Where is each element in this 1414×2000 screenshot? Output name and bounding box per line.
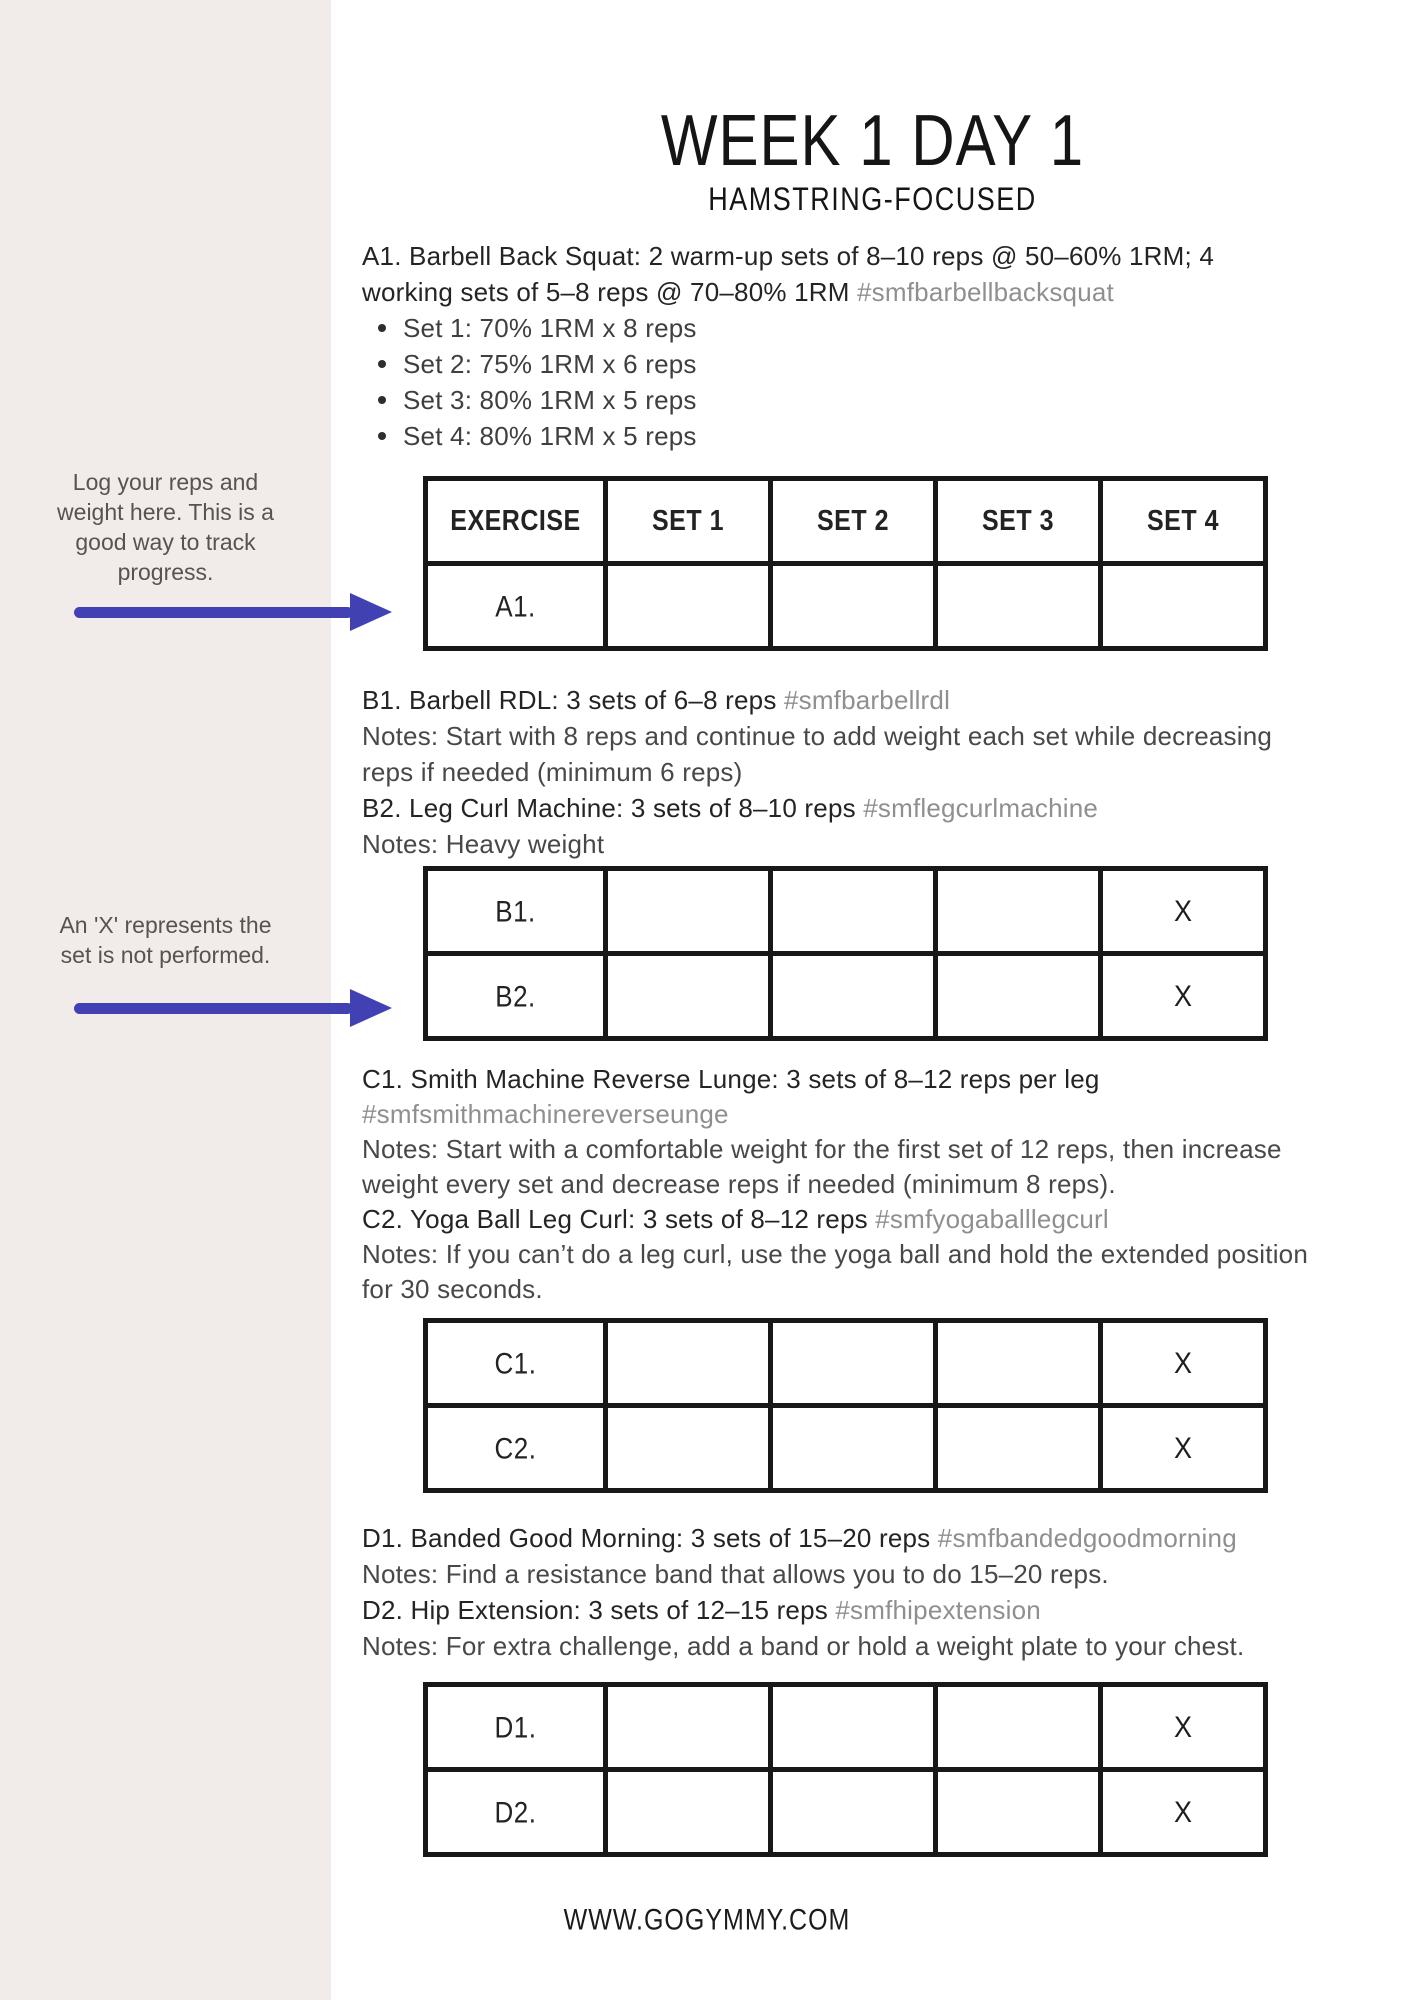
arrow-shaft — [74, 1003, 353, 1014]
sidebar — [0, 0, 331, 2000]
log-cell — [936, 1321, 1101, 1406]
log-cell — [606, 1321, 771, 1406]
row-label — [426, 1406, 606, 1491]
hashtag-b1: #smfbarbellrdl — [783, 685, 951, 715]
bullet-dot-icon — [378, 396, 386, 404]
exercise-a1-line2-text: working sets of 5–8 reps @ 70–80% 1RM — [362, 277, 858, 307]
bullet-text: Set 2: 75% 1RM x 6 reps — [403, 349, 697, 379]
x-mark: X — [1173, 1709, 1192, 1743]
hashtag-b2: #smflegcurlmachine — [863, 793, 1099, 823]
table-row-d2 — [426, 1770, 1266, 1855]
log-cell — [606, 1770, 771, 1855]
section-a-description — [362, 238, 1407, 454]
table-row-b1 — [426, 869, 1266, 954]
exercise-c1-note-line2: weight every set and decrease reps if needed (minimum 8 reps). — [362, 1169, 1116, 1199]
log-cell-x — [1101, 1406, 1266, 1491]
header-set2: SET 2 — [817, 504, 889, 537]
hashtag-a1: #smfbarbellbacksquat — [857, 277, 1114, 307]
sidebar-note-line: set is not performed. — [60, 942, 271, 968]
section-c-description — [362, 1062, 1407, 1307]
exercise-d1-line — [362, 1520, 1407, 1556]
log-cell — [606, 869, 771, 954]
section-d-description — [362, 1520, 1407, 1664]
header-exercise: EXERCISE — [450, 504, 581, 537]
log-cell — [936, 564, 1101, 649]
log-cell — [771, 1770, 936, 1855]
sidebar-note-line: weight here. This is a — [57, 499, 274, 525]
table-row-d1 — [426, 1685, 1266, 1770]
bullet-text: Set 3: 80% 1RM x 5 reps — [403, 385, 697, 415]
page-subtitle-text: HAMSTRING-FOCUSED — [708, 181, 1037, 217]
table-row-c1 — [426, 1321, 1266, 1406]
exercise-b1-text: B1. Barbell RDL: 3 sets of 6–8 reps — [362, 685, 784, 715]
bullet-text: Set 4: 80% 1RM x 5 reps — [403, 421, 697, 451]
log-cell — [771, 869, 936, 954]
log-cell-x — [1101, 869, 1266, 954]
sidebar-note-line: progress. — [117, 559, 214, 585]
log-table-d — [423, 1682, 1268, 1857]
log-cell — [936, 1770, 1101, 1855]
exercise-c2-text: C2. Yoga Ball Leg Curl: 3 sets of 8–12 reps — [362, 1204, 876, 1234]
exercise-d2-text: D2. Hip Extension: 3 sets of 12–15 reps — [362, 1595, 836, 1625]
exercise-c2-line — [362, 1202, 1407, 1237]
log-table-b — [423, 866, 1268, 1041]
row-label — [426, 564, 606, 649]
x-mark: X — [1173, 1345, 1192, 1379]
exercise-d1-text: D1. Banded Good Morning: 3 sets of 15–20 reps — [362, 1523, 938, 1553]
x-mark: X — [1173, 978, 1192, 1012]
log-cell — [771, 1685, 936, 1770]
exercise-d1-note-line: Notes: Find a resistance band that allows you to do 15–20 reps. — [362, 1559, 1109, 1589]
sidebar-note-line: Log your reps and — [72, 469, 259, 495]
table-header-cell — [936, 479, 1101, 564]
arrow-right-icon — [350, 989, 392, 1027]
page-title — [331, 100, 1414, 181]
log-cell — [771, 1321, 936, 1406]
x-mark: X — [1173, 893, 1192, 927]
hashtag-c2: #smfyogaballlegcurl — [875, 1204, 1109, 1234]
exercise-c2-note-line1: Notes: If you can’t do a leg curl, use the yoga ball and hold the extended position — [362, 1239, 1308, 1269]
log-cell — [606, 954, 771, 1039]
bullet-item — [362, 346, 1407, 382]
footer-url: WWW.GOGYMMY.COM — [563, 1903, 851, 1937]
row-label — [426, 1685, 606, 1770]
table-header-row — [426, 479, 1266, 564]
exercise-b2-line — [362, 790, 1407, 826]
bullet-item — [362, 310, 1407, 346]
exercise-b2-text: B2. Leg Curl Machine: 3 sets of 8–10 reps — [362, 793, 864, 823]
log-cell — [606, 1406, 771, 1491]
log-cell-x — [1101, 1685, 1266, 1770]
log-cell-x — [1101, 1321, 1266, 1406]
log-cell-x — [1101, 954, 1266, 1039]
hashtag-d2: #smfhipextension — [835, 1595, 1041, 1625]
hashtag-d1: #smfbandedgoodmorning — [937, 1523, 1237, 1553]
arrow-shaft — [74, 607, 353, 618]
exercise-b2-note-line: Notes: Heavy weight — [362, 829, 605, 859]
row-label-text: C1. — [494, 1345, 537, 1380]
exercise-b1-line — [362, 682, 1407, 718]
page-title-text: WEEK 1 DAY 1 — [660, 100, 1085, 181]
row-label-text: D2. — [494, 1794, 537, 1829]
exercise-b1-note-line2: reps if needed (minimum 6 reps) — [362, 757, 743, 787]
header — [331, 100, 1414, 217]
exercise-b1-note-line1: Notes: Start with 8 reps and continue to add weight each set while decreasing — [362, 721, 1273, 751]
table-header-cell — [1101, 479, 1266, 564]
log-cell — [771, 564, 936, 649]
exercise-c2-note-line2: for 30 seconds. — [362, 1274, 543, 1304]
log-table-c — [423, 1318, 1268, 1493]
exercise-c1-line: C1. Smith Machine Reverse Lunge: 3 sets of 8–12 reps per leg — [362, 1064, 1100, 1094]
header-set4: SET 4 — [1147, 504, 1219, 537]
log-table-a — [423, 476, 1268, 651]
bullet-item — [362, 418, 1407, 454]
header-set3: SET 3 — [982, 504, 1054, 537]
table-row-c2 — [426, 1406, 1266, 1491]
table-header-cell — [606, 479, 771, 564]
log-cell — [606, 564, 771, 649]
row-label-text: B1. — [495, 893, 536, 928]
sidebar-note-log-progress — [25, 467, 306, 587]
row-label — [426, 1321, 606, 1406]
sidebar-note-line: An 'X' represents the — [59, 912, 272, 938]
x-mark: X — [1173, 1430, 1192, 1464]
log-cell-x — [1101, 1770, 1266, 1855]
arrow-right-icon — [350, 593, 392, 631]
log-cell — [606, 1685, 771, 1770]
row-label-text: D1. — [494, 1709, 537, 1744]
row-label-text: B2. — [495, 978, 536, 1013]
table-row-b2 — [426, 954, 1266, 1039]
log-cell — [936, 954, 1101, 1039]
log-cell — [936, 1406, 1101, 1491]
table-header-cell — [771, 479, 936, 564]
table-row-a1 — [426, 564, 1266, 649]
row-label-text: C2. — [494, 1430, 537, 1465]
x-mark: X — [1173, 1794, 1192, 1828]
log-cell — [771, 1406, 936, 1491]
sidebar-note-x-meaning — [25, 910, 306, 970]
row-label — [426, 869, 606, 954]
row-label — [426, 954, 606, 1039]
sidebar-note-line: good way to track — [75, 529, 256, 555]
exercise-a1-line1: A1. Barbell Back Squat: 2 warm-up sets of 8–10 reps @ 50–60% 1RM; 4 — [362, 241, 1215, 271]
bullet-dot-icon — [378, 432, 386, 440]
exercise-c1-note-line1: Notes: Start with a comfortable weight for the first set of 12 reps, then increase — [362, 1134, 1282, 1164]
header-set1: SET 1 — [652, 504, 724, 537]
row-label-text: A1. — [495, 588, 536, 623]
bullet-item — [362, 382, 1407, 418]
bullet-dot-icon — [378, 324, 386, 332]
bullet-dot-icon — [378, 360, 386, 368]
row-label — [426, 1770, 606, 1855]
exercise-d2-line — [362, 1592, 1407, 1628]
log-cell — [1101, 564, 1266, 649]
exercise-d2-note-line: Notes: For extra challenge, add a band or hold a weight plate to your chest. — [362, 1631, 1245, 1661]
log-cell — [936, 1685, 1101, 1770]
log-cell — [771, 954, 936, 1039]
footer — [0, 1903, 1414, 1937]
exercise-a1-line2 — [362, 274, 1407, 310]
log-cell — [936, 869, 1101, 954]
bullet-text: Set 1: 70% 1RM x 8 reps — [403, 313, 697, 343]
hashtag-c1: #smfsmithmachinereverseunge — [362, 1099, 729, 1129]
table-header-cell — [426, 479, 606, 564]
section-b-description — [362, 682, 1407, 862]
page-subtitle — [331, 181, 1414, 217]
